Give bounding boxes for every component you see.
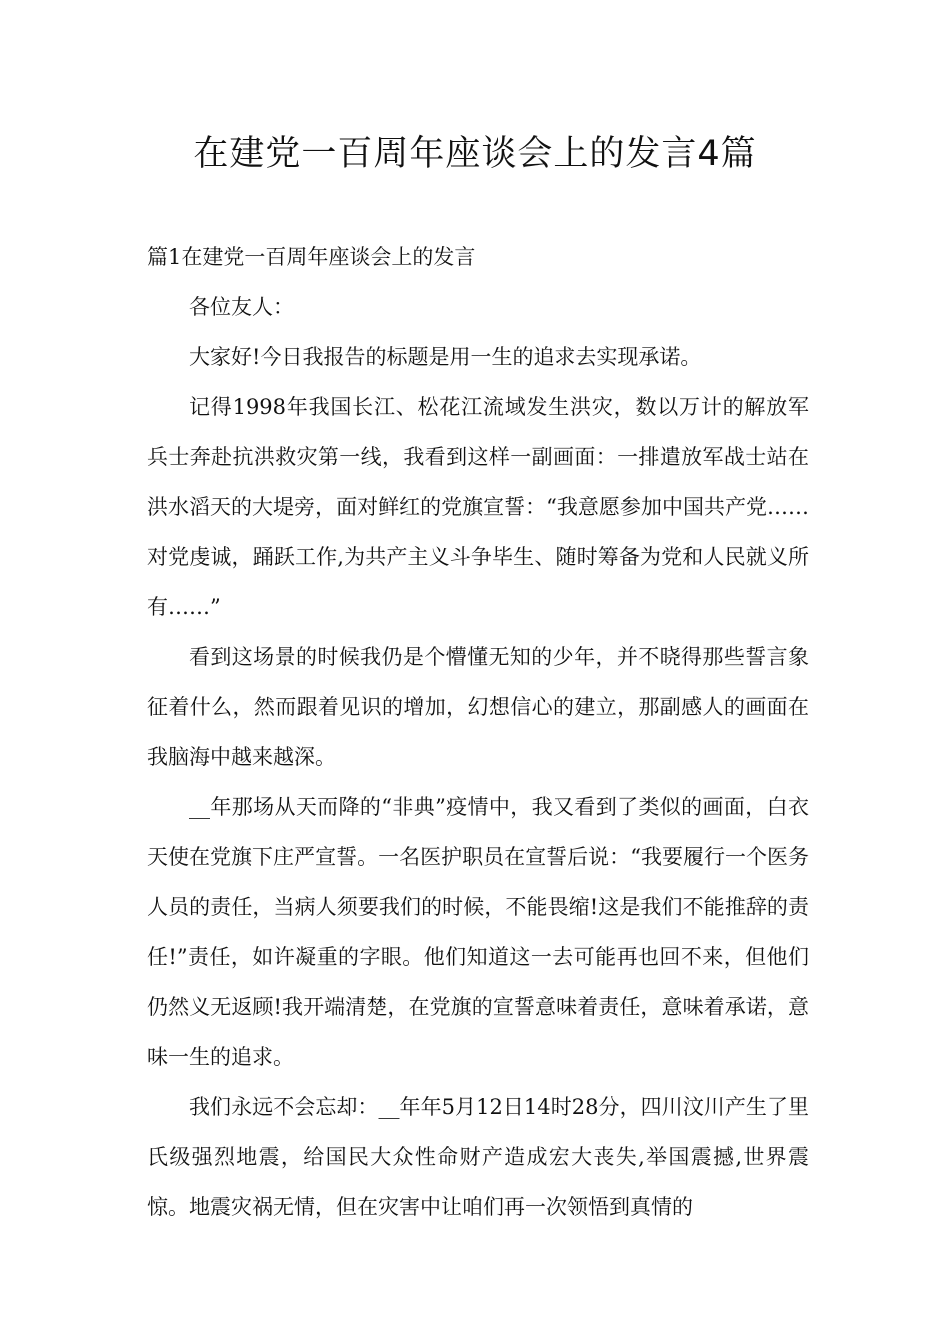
paragraph-flood: 记得1998年我国长江、松花江流域发生洪灾，数以万计的解放军兵士奔赴抗洪救灾第一线，我看到这样一副画面：一排遣放军战士站在洪水滔天的大堤旁，面对鲜红的党旗宣誓：“我意愿参加中国共产党……对党虔诚，踊跃工作,为共产主义斗争毕生、随时筹备为党和人民就义所有……”: [147, 395, 809, 619]
paragraph-earthquake: 我们永远不会忘却：__年年5月12日14时28分，四川汶川产生了里氏级强烈地震，给国民大众性命财产造成宏大丧失,举国震撼,世界震惊。地震灾祸无情，但在灾害中让咱们再一次领悟到真情的: [147, 1095, 809, 1219]
paragraph-memory: 看到这场景的时候我仍是个懵懂无知的少年，并不晓得那些誓言象征着什么，然而跟着见识的增加，幻想信心的建立，那副感人的画面在我脑海中越来越深。: [147, 645, 809, 769]
paragraph-sars: __年那场从天而降的“非典”疫情中，我又看到了类似的画面，白衣天使在党旗下庄严宣誓。一名医护职员在宣誓后说：“我要履行一个医务人员的责任，当病人须要我们的时候，不能畏缩!这是我们不能推辞的责任!”责任，如许凝重的字眼。他们知道这一去可能再也回不来，但他们仍然义无返顾!我开端清楚，在党旗的宣誓意味着责任，意味着承诺，意味一生的追求。: [147, 795, 809, 1069]
paragraph-greeting: 各位友人：: [189, 295, 294, 319]
document-body: [147, 232, 809, 1232]
document-title: 在建党一百周年座谈会上的发言4篇: [193, 134, 757, 174]
section-heading: 篇1在建党一百周年座谈会上的发言: [147, 245, 476, 269]
paragraph-intro: 大家好!今日我报告的标题是用一生的追求去实现承诺。: [189, 345, 702, 369]
